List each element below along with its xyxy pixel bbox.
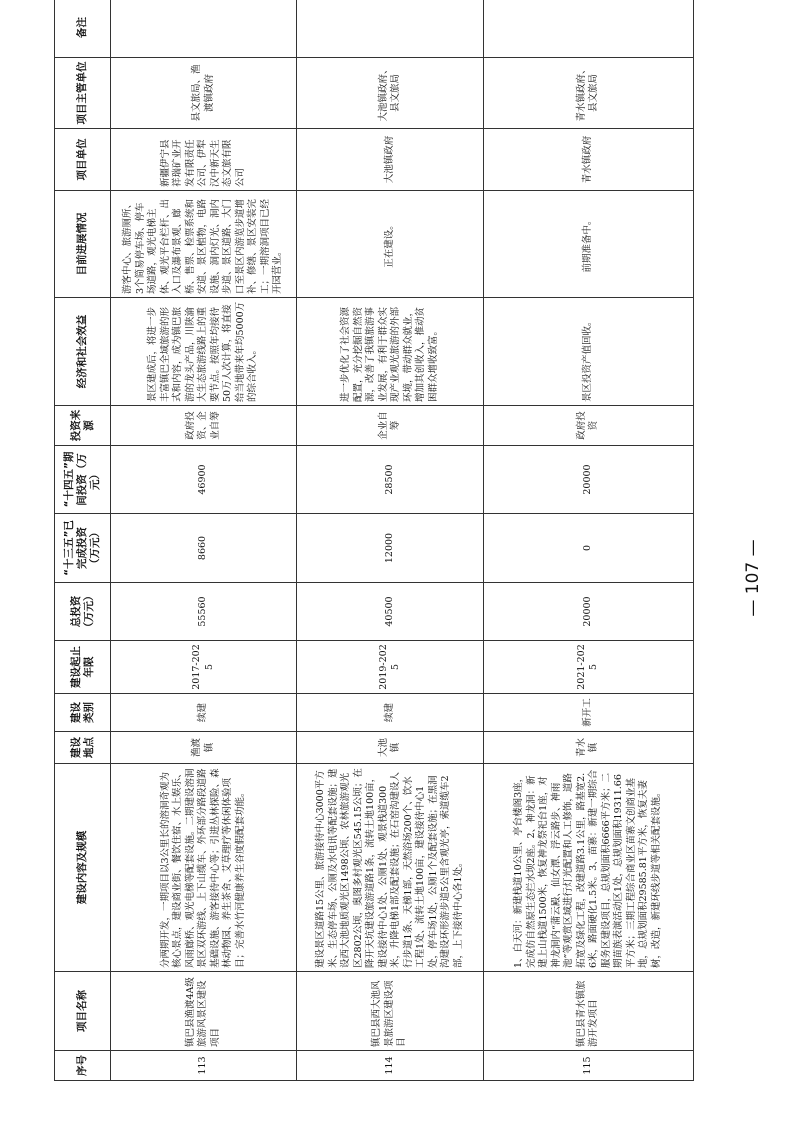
header-note: 备注 (55, 0, 111, 58)
cell-unit: 大池镇政府 (297, 129, 483, 191)
cell-plan14: 28500 (297, 446, 483, 514)
cell-name: 镇巴县青水镇旅游开发项目 (483, 972, 693, 1051)
cell-name: 镇巴县渔渡4A级旅游风景区建设项目 (111, 972, 297, 1051)
cell-source: 政府投资、企业自筹 (111, 406, 297, 446)
cell-seq: 114 (297, 1051, 483, 1081)
header-dept: 项目主管单位 (55, 58, 111, 129)
cell-period: 2019-2025 (297, 641, 483, 694)
cell-location: 青水镇 (483, 732, 693, 764)
table-row (111, 0, 297, 1081)
cell-done13: 0 (483, 514, 693, 583)
cell-benefit: 进一步优化了社会资源配置，充分挖掘自然资源，改善了我镇旅游事业发展，有利于群众实现产业观光旅游的外部环境，带动群众就业，增加其创收入，推动贫困群众增收致富。 (297, 298, 483, 406)
cell-unit: 青水镇政府 (483, 129, 693, 191)
cell-period: 2021-2025 (483, 641, 693, 694)
cell-benefit: 景区投资产值回收。 (483, 298, 693, 406)
cell-category: 续建 (111, 694, 297, 732)
cell-total: 40500 (297, 583, 483, 641)
header-total: 总投资（万元） (55, 583, 111, 641)
header-location: 建设地点 (55, 732, 111, 764)
project-table (54, 0, 694, 1081)
cell-done13: 8660 (111, 514, 297, 583)
cell-dept: 县文旅局、渔渡镇政府 (111, 58, 297, 129)
table-header-row (55, 0, 111, 1081)
cell-total: 55560 (111, 583, 297, 641)
cell-category: 续建 (297, 694, 483, 732)
header-content: 建设内容及规模 (55, 764, 111, 972)
cell-source: 企业自筹 (297, 406, 483, 446)
header-done13: “十三五”已完成投资（万元） (55, 514, 111, 583)
cell-content: 分两期开发，一期项目以3公里长的溶洞奇观为核心景点，建设商业街、餐饮住宿、水上娱乐、风雨廊桥、观光电梯等配套设施。二期建设溶洞景区双环游线、上下山缆车、外环部分路段道路基础设施、游客接待中心等；引进丛林探险、森林动物园、养生茶舍、艾草理疗等休闲体验项目；完善水竹河健康养生谷度假配套功能。 (111, 764, 297, 972)
cell-name: 镇巴县西大池风景旅游区建设项目 (297, 972, 483, 1051)
header-name: 项目名称 (55, 972, 111, 1051)
cell-location: 渔渡镇 (111, 732, 297, 764)
rotated-table-sheet (54, 0, 694, 1081)
header-category: 建设类别 (55, 694, 111, 732)
table-row (483, 0, 693, 1081)
cell-content: 1、白天河：新建栈道10公里、亭台楼阁3座，完成仿自然原生态拦水坝2座。2、神龙洞：新建上山栈道1500米，恢复神龙祭祀台1座，对神龙洞内“蒲云殿、仙女潭、浮云路步、神雨池”等观赏区域进行灯光配置和人工修饰，道路拓宽及绿化工程，改建道路3.1公里，路基宽2.6米，路面硬化1.5米。3、苗寨：新建一期综合服务区建设项目，总规划面积6666平方米；二期苗族表演活动区1处，总规划面积19311.66平方米；三期工程综合商业区苗寨文创商业基地，总规划面积29585.81平方米，恢复夫妻树，改造，新建环线步道等相关配套设施。 (483, 764, 693, 972)
cell-note (297, 0, 483, 58)
cell-benefit: 景区建成后，将进一步丰富镇巴全域旅游的形式和内容，成为镇巴旅游的龙头产品，川陕渝大生态旅游线路上的重要节点。按照年均接待50万人次计算，将直接给当地带来年均5000万的综合收入。 (111, 298, 297, 406)
header-progress: 目前进展情况 (55, 191, 111, 298)
cell-category: 新开工 (483, 694, 693, 732)
cell-source: 政府投资 (483, 406, 693, 446)
header-plan14: “十四五”期间投资（万元） (55, 446, 111, 514)
cell-progress: 游客中心、旅游厕所、3个简易停车场、停车场道路，观光电梯主体、观光平台栏杆、出入口及瀑布景观、廊桥、售票、检票系统和安道、景区植物，电路设施、洞内灯光、洞内步道、景区道路、大门口至景区内游览步道增补、修缮、景区安装完工；一期溶洞项目已经开园营业。 (111, 191, 297, 298)
cell-progress: 前期准备中。 (483, 191, 693, 298)
cell-unit: 新疆伊宁县祥瑞矿业开发有限责任公司、伊犁汉中新天生态文旅有限公司 (111, 129, 297, 191)
cell-done13: 12000 (297, 514, 483, 583)
cell-dept: 青水镇政府、县文旅局 (483, 58, 693, 129)
header-seq: 序号 (55, 1051, 111, 1081)
cell-total: 20000 (483, 583, 693, 641)
cell-note (111, 0, 297, 58)
page-number: — 107 — (743, 539, 763, 617)
cell-location: 大池镇 (297, 732, 483, 764)
cell-seq: 115 (483, 1051, 693, 1081)
cell-seq: 113 (111, 1051, 297, 1081)
header-period: 建设起止年限 (55, 641, 111, 694)
cell-note (483, 0, 693, 58)
cell-period: 2017-2025 (111, 641, 297, 694)
header-unit: 项目单位 (55, 129, 111, 191)
header-source: 投资来源 (55, 406, 111, 446)
cell-content: 建设景区道路15公里、旅游接待中心3000平方米、生态停车场、公厕及水电讯等配套设施；建设西大池地质观光区1498公顷、农林旅游观光区2802公顷，奥图多村观光区545.15公顷；在降开天坑建设旅游道路1条，流转土地100亩，建设接待中心1处、公厕1处、观景栈道300米，升降电梯1部及配套设施；在石窑沟建设人行步道1条、天梯1部，天然浴场200个、饮水工程1处、流转土地100亩，建设接待中心1处，停车场1处，公厕1个及配套设施；在黑洞沟建设环形游步道5公里含观光亭，索道缆车2部，上下接待中心各1处。 (297, 764, 483, 972)
page-number-box (738, 530, 768, 630)
cell-plan14: 46900 (111, 446, 297, 514)
table-row (297, 0, 483, 1081)
cell-plan14: 20000 (483, 446, 693, 514)
cell-progress: 正在建设。 (297, 191, 483, 298)
cell-dept: 大池镇政府、县文旅局 (297, 58, 483, 129)
header-benefit: 经济和社会效益 (55, 298, 111, 406)
